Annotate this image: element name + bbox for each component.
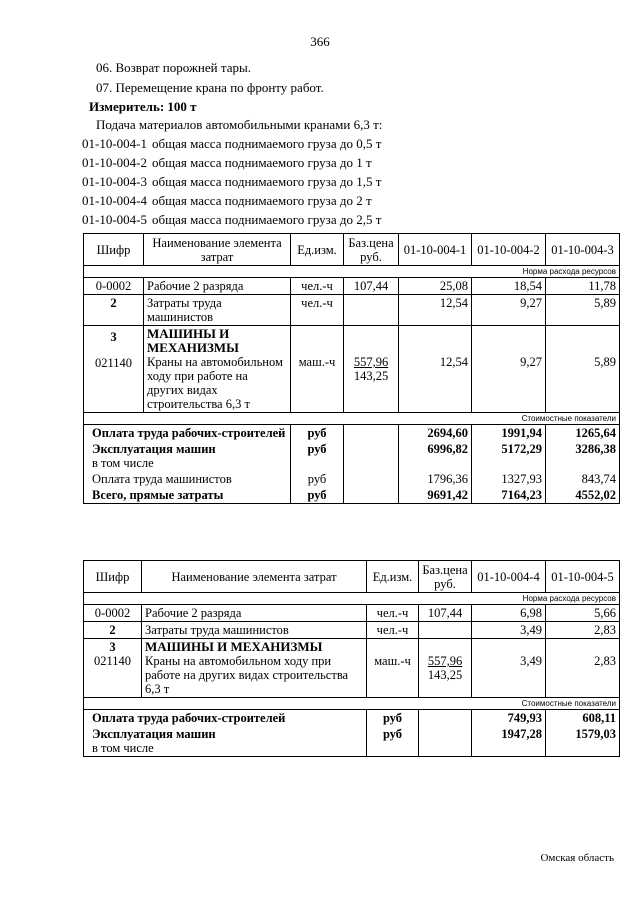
cost-name: Оплата труда машинистов — [84, 471, 291, 487]
cell-value: 9,27 — [472, 295, 546, 326]
cell-unit: чел.-ч — [291, 295, 344, 326]
table-row — [84, 425, 620, 442]
cost-unit: руб — [291, 441, 344, 471]
cost-value: 1796,36 — [399, 471, 472, 487]
code-desc: общая масса поднимаемого груза до 2 т — [152, 193, 372, 208]
code: 01-10-004-3 — [82, 174, 147, 189]
cell-value: 12,54 — [399, 295, 472, 326]
code-row — [82, 212, 381, 228]
cost-unit: руб — [291, 487, 344, 504]
cell-value: 2,83 — [546, 622, 620, 639]
section-heading: МАШИНЫ И МЕХАНИЗМЫ — [145, 639, 323, 654]
header-code-1: 01-10-004-1 — [399, 234, 472, 266]
cost-name: Эксплуатация машин — [92, 442, 216, 456]
cost-value: 7164,23 — [472, 487, 546, 504]
cell-price-top: 557,96 — [427, 654, 463, 668]
cell-value: 9,27 — [520, 355, 542, 369]
code-desc: общая масса поднимаемого груза до 1,5 т — [152, 174, 382, 189]
cell-code: 021140 — [93, 654, 132, 668]
cost-section-label: Стоимостные показатели — [84, 413, 620, 425]
cell-unit: чел.-ч — [367, 622, 419, 639]
table-row — [84, 471, 620, 487]
cell-name: Рабочие 2 разряда — [142, 605, 367, 622]
cost-value: 608,11 — [546, 710, 620, 727]
cost-value: 9691,42 — [399, 487, 472, 504]
cell-price-bottom: 143,25 — [427, 668, 463, 682]
header-cipher: Шифр — [84, 561, 142, 593]
table-row — [84, 726, 620, 757]
cell-value: 5,89 — [594, 355, 616, 369]
cost-unit: руб — [367, 710, 419, 727]
cell-name: Рабочие 2 разряда — [144, 278, 291, 295]
cell-cipher: 2 — [84, 622, 142, 639]
section-heading: МАШИНЫ И МЕХАНИЗМЫ — [147, 326, 239, 355]
header-code-3: 01-10-004-3 — [546, 234, 620, 266]
cell-price: 107,44 — [344, 278, 399, 295]
table-row — [84, 639, 620, 698]
code-desc: общая масса поднимаемого груза до 2,5 т — [152, 212, 382, 227]
cell-name: Краны на автомобильном ходу при работе на других видах строительства 6,3 т — [147, 355, 283, 411]
cost-value: 1991,94 — [472, 425, 546, 442]
cell-cipher: 0-0002 — [84, 605, 142, 622]
cell-name: Затраты труда машинистов — [142, 622, 367, 639]
cost-name: Эксплуатация машин — [92, 727, 216, 741]
cell-name: Краны на автомобильном ходу при работе на других видах строительства 6,3 т — [145, 654, 349, 696]
cost-value: 1947,28 — [472, 726, 546, 757]
measure-label: Измеритель: 100 т — [89, 99, 197, 114]
header-code-4: 01-10-004-4 — [472, 561, 546, 593]
cell-value: 12,54 — [439, 355, 468, 369]
cost-value: 1579,03 — [546, 726, 620, 757]
code: 01-10-004-1 — [82, 136, 147, 151]
header-code-5: 01-10-004-5 — [546, 561, 620, 593]
table-row — [84, 441, 620, 471]
table-row — [84, 326, 620, 413]
cell-value: 11,78 — [546, 278, 620, 295]
header-name: Наименование элемента затрат — [144, 234, 291, 266]
work-item-07: 07. Перемещение крана по фронту работ. — [96, 80, 324, 95]
cell-name: Затраты труда машинистов — [144, 295, 291, 326]
cell-value: 3,49 — [472, 622, 546, 639]
code-row — [82, 136, 381, 152]
cell-cipher: 3 — [110, 330, 117, 344]
cell-cipher: 2 — [84, 295, 144, 326]
norm-table-2 — [83, 560, 620, 757]
cell-price: 107,44 — [419, 605, 472, 622]
cell-price-bottom: 143,25 — [353, 369, 389, 383]
cost-value: 749,93 — [472, 710, 546, 727]
header-code-2: 01-10-004-2 — [472, 234, 546, 266]
code: 01-10-004-5 — [82, 212, 147, 227]
code-row — [82, 174, 381, 190]
table-row — [84, 278, 620, 295]
cost-value: 1327,93 — [472, 471, 546, 487]
cell-unit: чел.-ч — [367, 605, 419, 622]
cell-value: 2,83 — [594, 654, 616, 668]
cell-price-top: 557,96 — [353, 355, 389, 369]
table-row — [84, 295, 620, 326]
cost-unit: руб — [291, 425, 344, 442]
header-price: Баз.цена руб. — [419, 561, 472, 593]
cost-value: 5172,29 — [472, 441, 546, 471]
cell-value: 25,08 — [399, 278, 472, 295]
code: 01-10-004-2 — [82, 155, 147, 170]
table-row — [84, 605, 620, 622]
cost-name: Всего, прямые затраты — [84, 487, 291, 504]
cost-unit: руб — [367, 726, 419, 757]
code-desc: общая масса поднимаемого груза до 1 т — [152, 155, 372, 170]
cell-value: 5,89 — [546, 295, 620, 326]
cost-value: 1265,64 — [546, 425, 620, 442]
cost-value: 4552,02 — [546, 487, 620, 504]
supply-title: Подача материалов автомобильными кранами 6,3 т: — [96, 117, 383, 132]
code: 01-10-004-4 — [82, 193, 147, 208]
cost-name: Оплата труда рабочих-строителей — [84, 425, 291, 442]
header-name: Наименование элемента затрат — [142, 561, 367, 593]
table-row — [84, 622, 620, 639]
header-price: Баз.цена руб. — [344, 234, 399, 266]
table-row — [84, 710, 620, 727]
cost-value: 843,74 — [546, 471, 620, 487]
footer-region: Омская область — [540, 852, 614, 864]
norm-section-label: Норма расхода ресурсов — [84, 593, 620, 605]
cell-value: 6,98 — [472, 605, 546, 622]
norm-table-1 — [83, 233, 620, 504]
cell-cipher: 3 — [109, 640, 116, 654]
page-number: 366 — [310, 34, 330, 49]
norm-section-label: Норма расхода ресурсов — [84, 266, 620, 278]
cell-cipher: 0-0002 — [84, 278, 144, 295]
cell-value: 18,54 — [472, 278, 546, 295]
cell-value: 5,66 — [546, 605, 620, 622]
cell-value: 3,49 — [520, 654, 542, 668]
cost-subtitle: в том числе — [92, 456, 154, 470]
header-unit: Ед.изм. — [367, 561, 419, 593]
work-item-06: 06. Возврат порожней тары. — [96, 60, 251, 75]
cell-unit: маш.-ч — [298, 355, 336, 369]
cost-value: 3286,38 — [546, 441, 620, 471]
code-row — [82, 193, 372, 209]
cell-unit: чел.-ч — [291, 278, 344, 295]
cost-section-label: Стоимостные показатели — [84, 698, 620, 710]
cost-value: 2694,60 — [399, 425, 472, 442]
cost-value: 6996,82 — [399, 441, 472, 471]
code-desc: общая масса поднимаемого груза до 0,5 т — [152, 136, 382, 151]
code-row — [82, 155, 372, 171]
cell-unit: маш.-ч — [374, 654, 411, 668]
cell-code: 021140 — [94, 356, 133, 370]
cost-subtitle: в том числе — [92, 741, 154, 755]
table-row — [84, 487, 620, 504]
cost-name: Оплата труда рабочих-строителей — [84, 710, 367, 727]
cost-unit: руб — [291, 471, 344, 487]
header-unit: Ед.изм. — [291, 234, 344, 266]
header-cipher: Шифр — [84, 234, 144, 266]
